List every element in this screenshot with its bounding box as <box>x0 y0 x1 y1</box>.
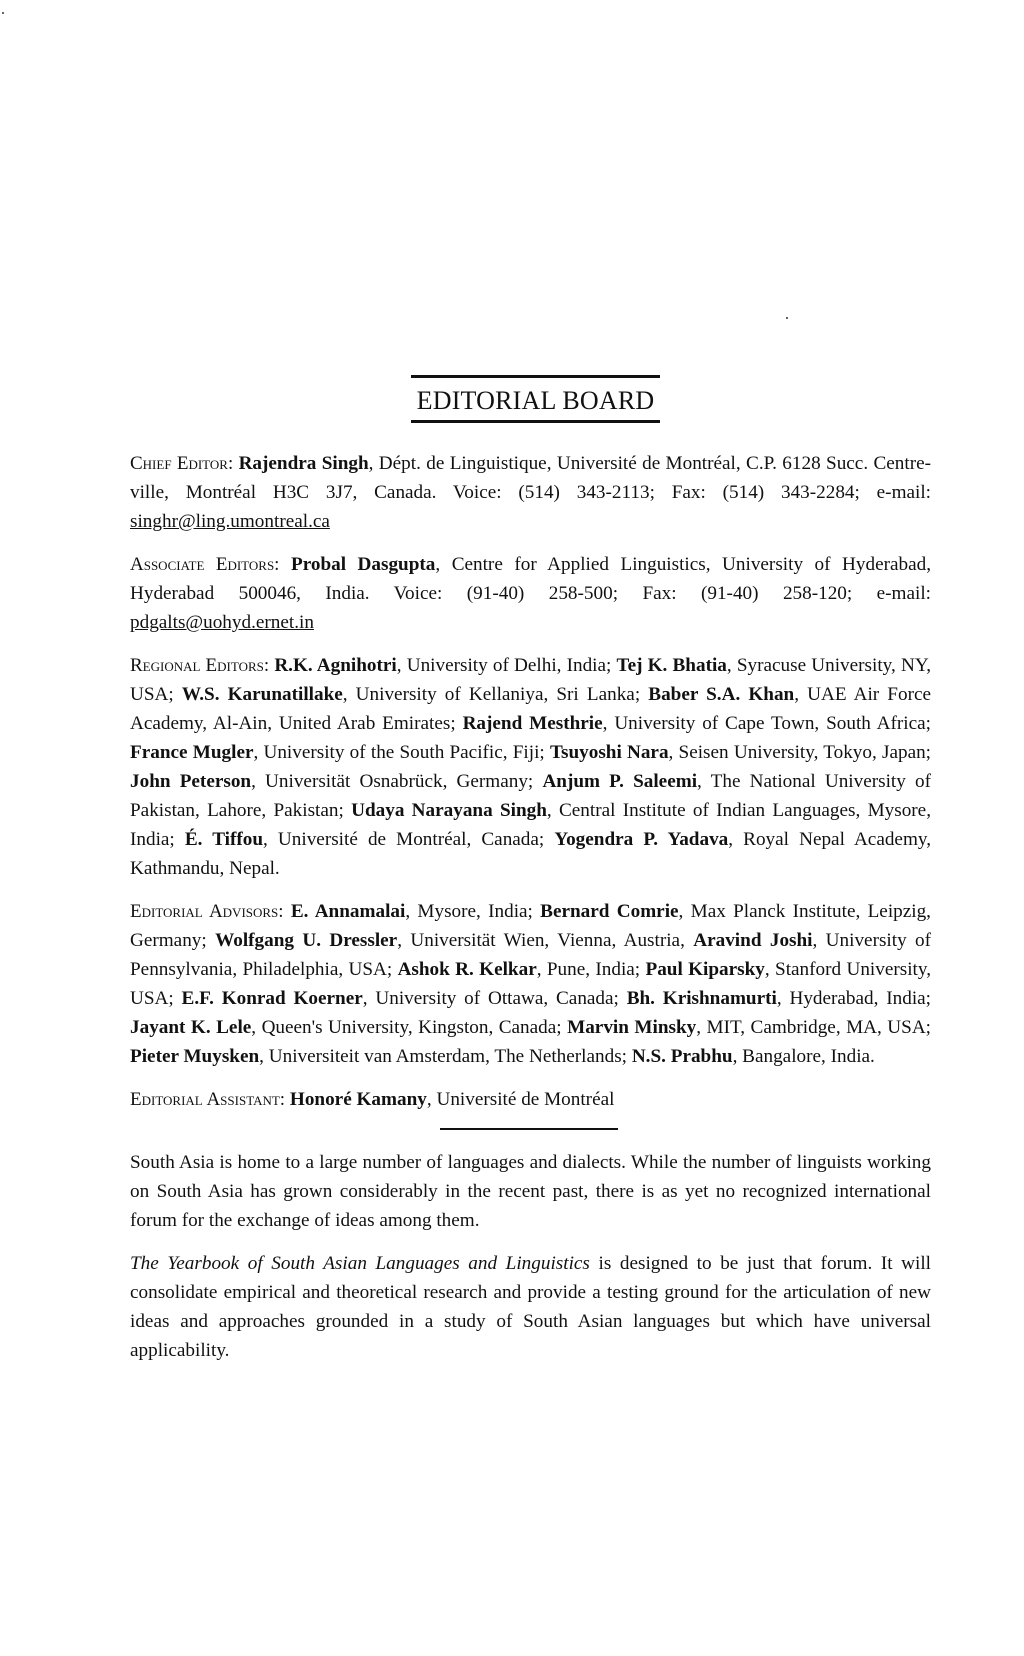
board-member-name: Ashok R. Kelkar <box>397 959 537 980</box>
board-member-affiliation: , Bangalore, India. <box>732 1046 875 1067</box>
regional-editors-label: Regional Editors: <box>130 655 270 676</box>
board-member-name: E.F. Konrad Koerner <box>181 988 363 1009</box>
board-member-name: É. Tiffou <box>184 829 264 850</box>
editorial-advisors-section <box>130 897 931 1071</box>
board-member-affiliation: , Université de Montréal, Canada; <box>263 829 555 850</box>
regional-editors-section <box>130 651 931 883</box>
chief-editor-details: , Dépt. de Linguistique, Université de Montréal, C.P. 6128 Succ. Centre-ville, Montréal H3C 3J7, Canada. Voice: (514) 343-2113; Fax: (514) 343-2284; e-mail: <box>130 453 931 503</box>
associate-editor-details: , Centre for Applied Linguistics, University of Hyderabad, Hyderabad 500046, India. Voice: (91-40) 258-500; Fax: (91-40) 258-120; e-mail: <box>130 554 931 604</box>
associate-editor-name: Probal Dasgupta <box>290 554 436 575</box>
board-member-affiliation: , University of Kellaniya, Sri Lanka; <box>342 684 649 705</box>
editorial-assistant-section <box>130 1085 931 1114</box>
board-member-affiliation: , Universität Osnabrück, Germany; <box>251 771 543 792</box>
board-member-name: Rajend Mesthrie <box>462 713 603 734</box>
board-member-affiliation: , Universität Wien, Vienna, Austria, <box>397 930 694 951</box>
editorial-page <box>130 375 931 1365</box>
board-member-affiliation: , Royal Nepal Academy, Kathmandu, Nepal. <box>130 829 932 879</box>
intro-paragraph-2 <box>130 1249 931 1365</box>
board-member-name: R.K. Agnihotri <box>274 655 397 676</box>
board-member-affiliation: , University of Pennsylvania, Philadelphia, USA; <box>130 930 932 980</box>
board-member-affiliation: , Stanford University, USA; <box>130 959 932 1009</box>
board-member-affiliation: , Seisen University, Tokyo, Japan; <box>668 742 932 763</box>
page-title: EDITORIAL BOARD <box>411 375 661 423</box>
board-member-affiliation: , Max Planck Institute, Leipzig, Germany; <box>130 901 931 951</box>
editorial-advisors-label: Editorial Advisors: <box>130 901 284 922</box>
board-member-name: N.S. Prabhu <box>631 1046 733 1067</box>
associate-editor-email[interactable]: pdgalts@uohyd.ernet.in <box>130 612 314 633</box>
board-member-affiliation: , Pune, India; <box>536 959 646 980</box>
board-member-name: Tsuyoshi Nara <box>549 742 669 763</box>
board-member-affiliation: , The National University of Pakistan, Lahore, Pakistan; <box>130 771 932 821</box>
board-member-name: Bernard Comrie <box>540 901 679 922</box>
editorial-assistant-label: Editorial Assistant: <box>130 1089 286 1110</box>
board-member-name: John Peterson <box>130 771 252 792</box>
editorial-assistant-details: , Université de Montréal <box>426 1089 615 1110</box>
board-member-name: Pieter Muysken <box>130 1046 260 1067</box>
board-member-affiliation: , Syracuse University, NY, USA; <box>130 655 932 705</box>
board-member-affiliation: , MIT, Cambridge, MA, USA; <box>696 1017 932 1038</box>
chief-editor-section <box>130 449 931 536</box>
board-member-name: Udaya Narayana Singh <box>351 800 547 821</box>
board-member-name: Wolfgang U. Dressler <box>215 930 398 951</box>
board-member-name: Jayant K. Lele <box>130 1017 252 1038</box>
board-member-affiliation: , UAE Air Force Academy, Al-Ain, United Arab Emirates; <box>130 684 931 734</box>
board-member-affiliation: , University of Delhi, India; <box>396 655 617 676</box>
editorial-advisors-list <box>130 901 931 1067</box>
board-member-name: France Mugler <box>130 742 254 763</box>
board-member-affiliation: , Hyderabad, India; <box>776 988 931 1009</box>
editorial-assistant-name: Honoré Kamany <box>289 1089 427 1110</box>
board-member-affiliation: , Mysore, India; <box>405 901 541 922</box>
board-member-name: W.S. Karunatillake <box>181 684 343 705</box>
board-member-affiliation: , Central Institute of Indian Languages, Mysore, India; <box>130 800 931 850</box>
regional-editors-list <box>130 655 931 879</box>
chief-editor-email[interactable]: singhr@ling.umontreal.ca <box>130 511 330 532</box>
board-title-wrapper <box>130 375 931 423</box>
board-member-name: Yogendra P. Yadava <box>554 829 729 850</box>
board-member-affiliation: , University of Cape Town, South Africa; <box>602 713 932 734</box>
board-member-name: Aravind Joshi <box>693 930 813 951</box>
board-member-name: E. Annamalai <box>290 901 406 922</box>
intro-paragraph-1: South Asia is home to a large number of languages and dialects. While the number of linguists working on South Asia has grown considerably in the recent past, there is as yet no recognized international forum for the exchange of ideas among them. <box>130 1152 931 1231</box>
intro-paragraph-2-text: is designed to be just that forum. It will consolidate empirical and theoretical research and provide a testing ground for the articulation of new ideas and approaches grounded in a study of South Asian languages but which have universal applicability. <box>130 1253 931 1361</box>
associate-editors-section <box>130 550 931 637</box>
board-member-name: Tej K. Bhatia <box>616 655 727 676</box>
scan-speck <box>786 317 788 319</box>
section-divider <box>440 1128 618 1130</box>
board-member-name: Marvin Minsky <box>567 1017 697 1038</box>
board-member-name: Bh. Krishnamurti <box>626 988 777 1009</box>
board-member-affiliation: , University of Ottawa, Canada; <box>362 988 627 1009</box>
board-member-name: Anjum P. Saleemi <box>542 771 698 792</box>
board-member-affiliation: , Queen's University, Kingston, Canada; <box>251 1017 568 1038</box>
scan-speck <box>2 12 4 14</box>
chief-editor-label: Chief Editor: <box>130 453 234 474</box>
yearbook-title: The Yearbook of South Asian Languages and Linguistics <box>130 1253 590 1274</box>
associate-editors-label: Associate Editors: <box>130 554 280 575</box>
board-member-name: Baber S.A. Khan <box>648 684 795 705</box>
chief-editor-name: Rajendra Singh <box>238 453 369 474</box>
board-member-affiliation: , University of the South Pacific, Fiji; <box>253 742 550 763</box>
board-member-name: Paul Kiparsky <box>645 959 765 980</box>
board-member-affiliation: , Universiteit van Amsterdam, The Netherlands; <box>259 1046 632 1067</box>
